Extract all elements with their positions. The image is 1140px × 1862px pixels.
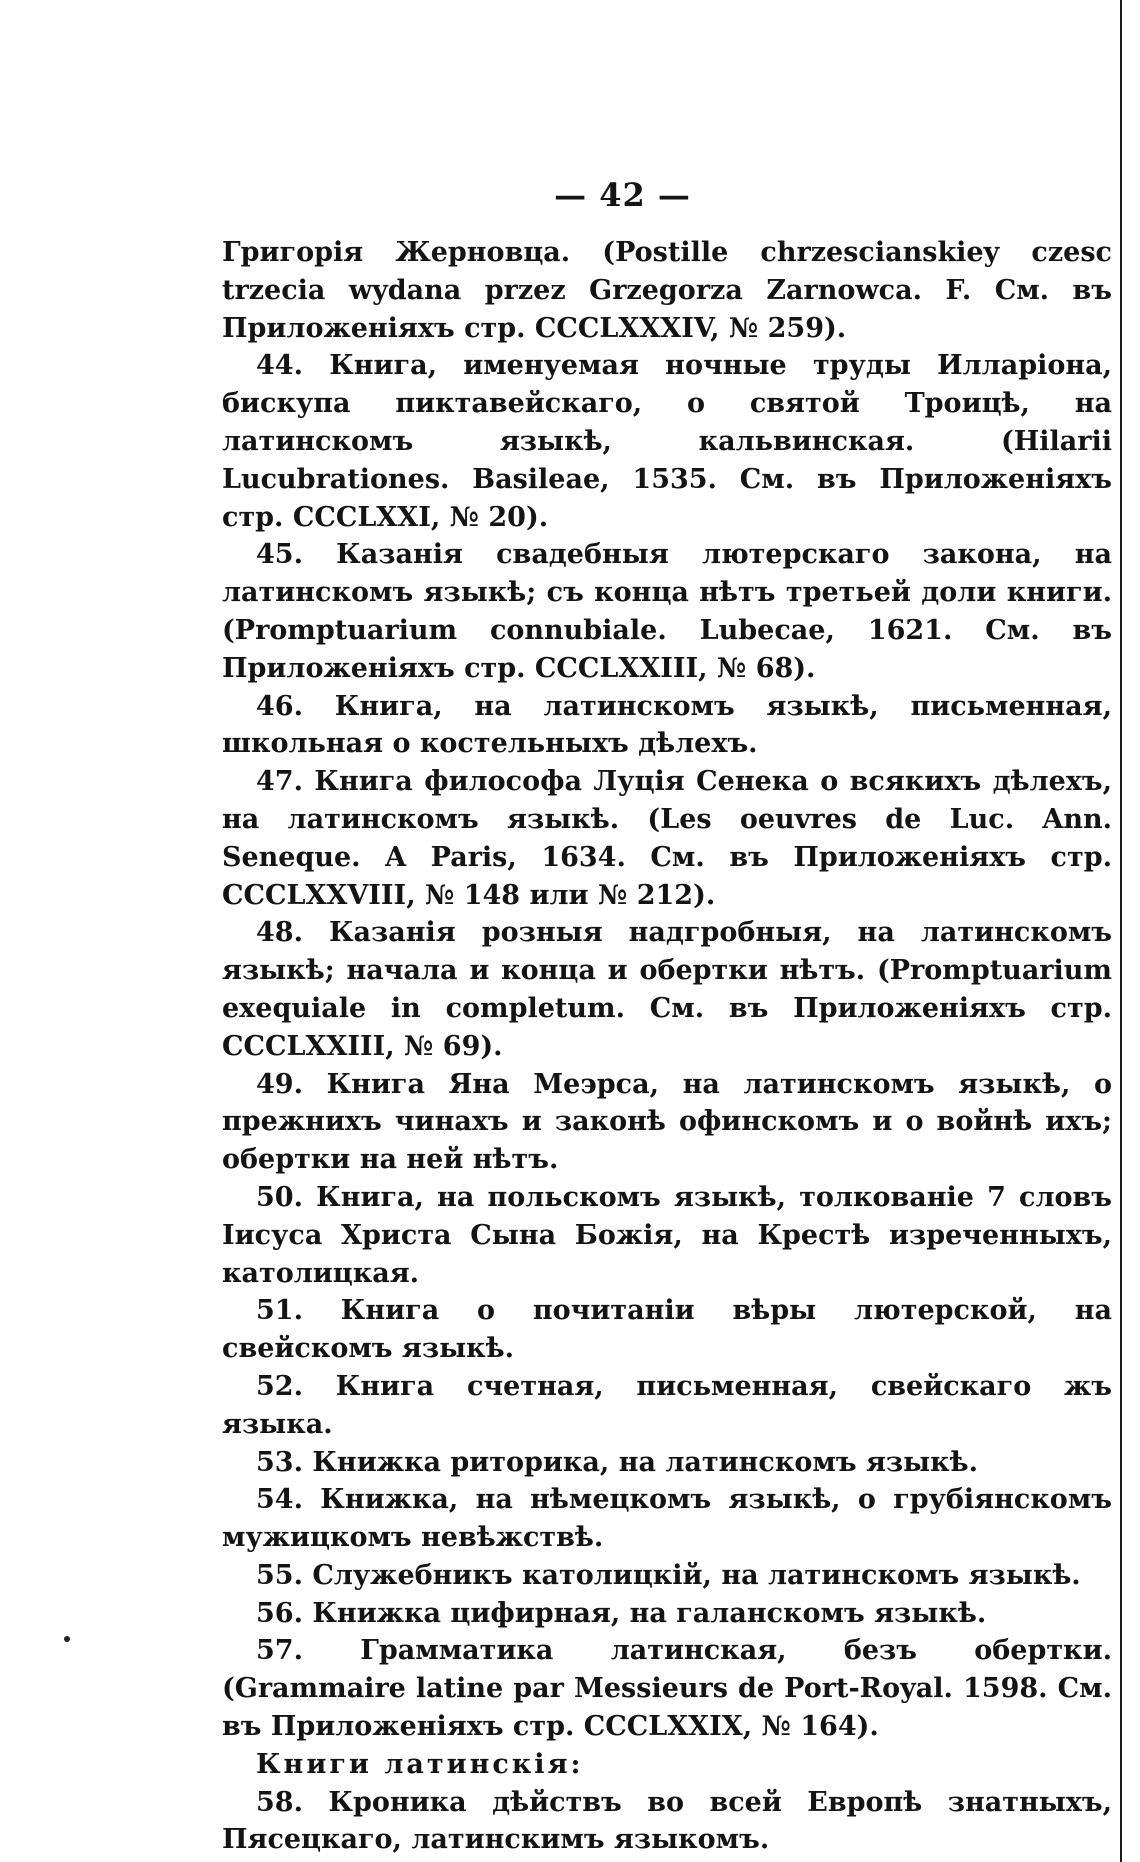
entry-47: 47. Книга философа Луція Сенека о всякихъ дѣлехъ, на латинскомъ языкѣ. (Les oeuvres de Luc. Ann. Seneque. A Paris, 1634. См. въ Приложеніяхъ стр. CCCLXXVIII, № 148 или № 212).	[222, 766, 1112, 911]
page-number: — 42 —	[554, 176, 691, 214]
entry-49: 49. Книга Яна Меэрса, на латинскомъ языкѣ, о прежнихъ чинахъ и законѣ офинскомъ и о войнѣ ихъ; обертки на ней нѣтъ.	[222, 1068, 1112, 1176]
entry-54: 54. Книжка, на нѣмецкомъ языкѣ, о грубіянскомъ мужицкомъ невѣжствѣ.	[222, 1484, 1112, 1554]
ink-speck	[64, 1636, 70, 1642]
entry-51: 51. Книга о почитаніи вѣры лютерской, на свейскомъ языкѣ.	[222, 1295, 1112, 1365]
entry-46: 46. Книга, на латинскомъ языкѣ, письменная, школьная о костельныхъ дѣлехъ.	[222, 690, 1112, 760]
entry-44: 44. Книга, именуемая ночные труды Илларіона, бискупа пиктавейскаго, о святой Троицѣ, на латинскомъ языкѣ, кальвинская. (Hilarii Lucubrationes. Basileae, 1535. См. въ Приложеніяхъ стр. CCCLXXI, № 20).	[222, 350, 1112, 533]
entry-50: 50. Книга, на польскомъ языкѣ, толкованіе 7 словъ Іисуса Христа Сына Божія, на Крестѣ изреченныхъ, католицкая.	[222, 1181, 1112, 1289]
text-block	[222, 234, 1112, 1859]
entry-58: 58. Кроника дѣйствъ во всей Европѣ знатныхъ, Пясецкаго, латинскимъ языкомъ.	[222, 1786, 1112, 1856]
paragraph-continuation: Григорія Жерновца. (Postille chrzescianskiey czesc trzecia wydana przez Grzegorza Zarnowca. F. См. въ Приложеніяхъ стр. CCCLXXXIV, № 259).	[222, 237, 1112, 344]
section-heading: Книги латинскія:	[256, 1748, 584, 1780]
entry-56: 56. Книжка цифирная, на галанскомъ языкѣ.	[256, 1597, 987, 1629]
entry-55: 55. Служебникъ католицкій, на латинскомъ языкѣ.	[256, 1559, 1081, 1591]
entry-53: 53. Книжка риторика, на латинскомъ языкѣ.	[256, 1446, 979, 1478]
entry-52: 52. Книга счетная, письменная, свейскаго жъ языка.	[222, 1370, 1112, 1440]
page-edge-line	[1120, 0, 1122, 1862]
entry-48: 48. Казанія розныя надгробныя, на латинскомъ языкѣ; начала и конца и обертки нѣтъ. (Promptuarium exequiale in completum. См. въ Приложеніяхъ стр. CCCLXXIII, № 69).	[222, 917, 1112, 1062]
entry-45: 45. Казанія свадебныя лютерскаго закона, на латинскомъ языкѣ; съ конца нѣтъ третьей доли книги. (Promptuarium connubiale. Lubecae, 1621. См. въ Приложеніяхъ стр. CCCLXXIII, № 68).	[222, 539, 1112, 684]
entry-57: 57. Грамматика латинская, безъ обертки. (Grammaire latine par Messieurs de Port-Royal. 1598. См. въ Приложеніяхъ стр. CCCLXXIX, № 164).	[222, 1635, 1112, 1743]
